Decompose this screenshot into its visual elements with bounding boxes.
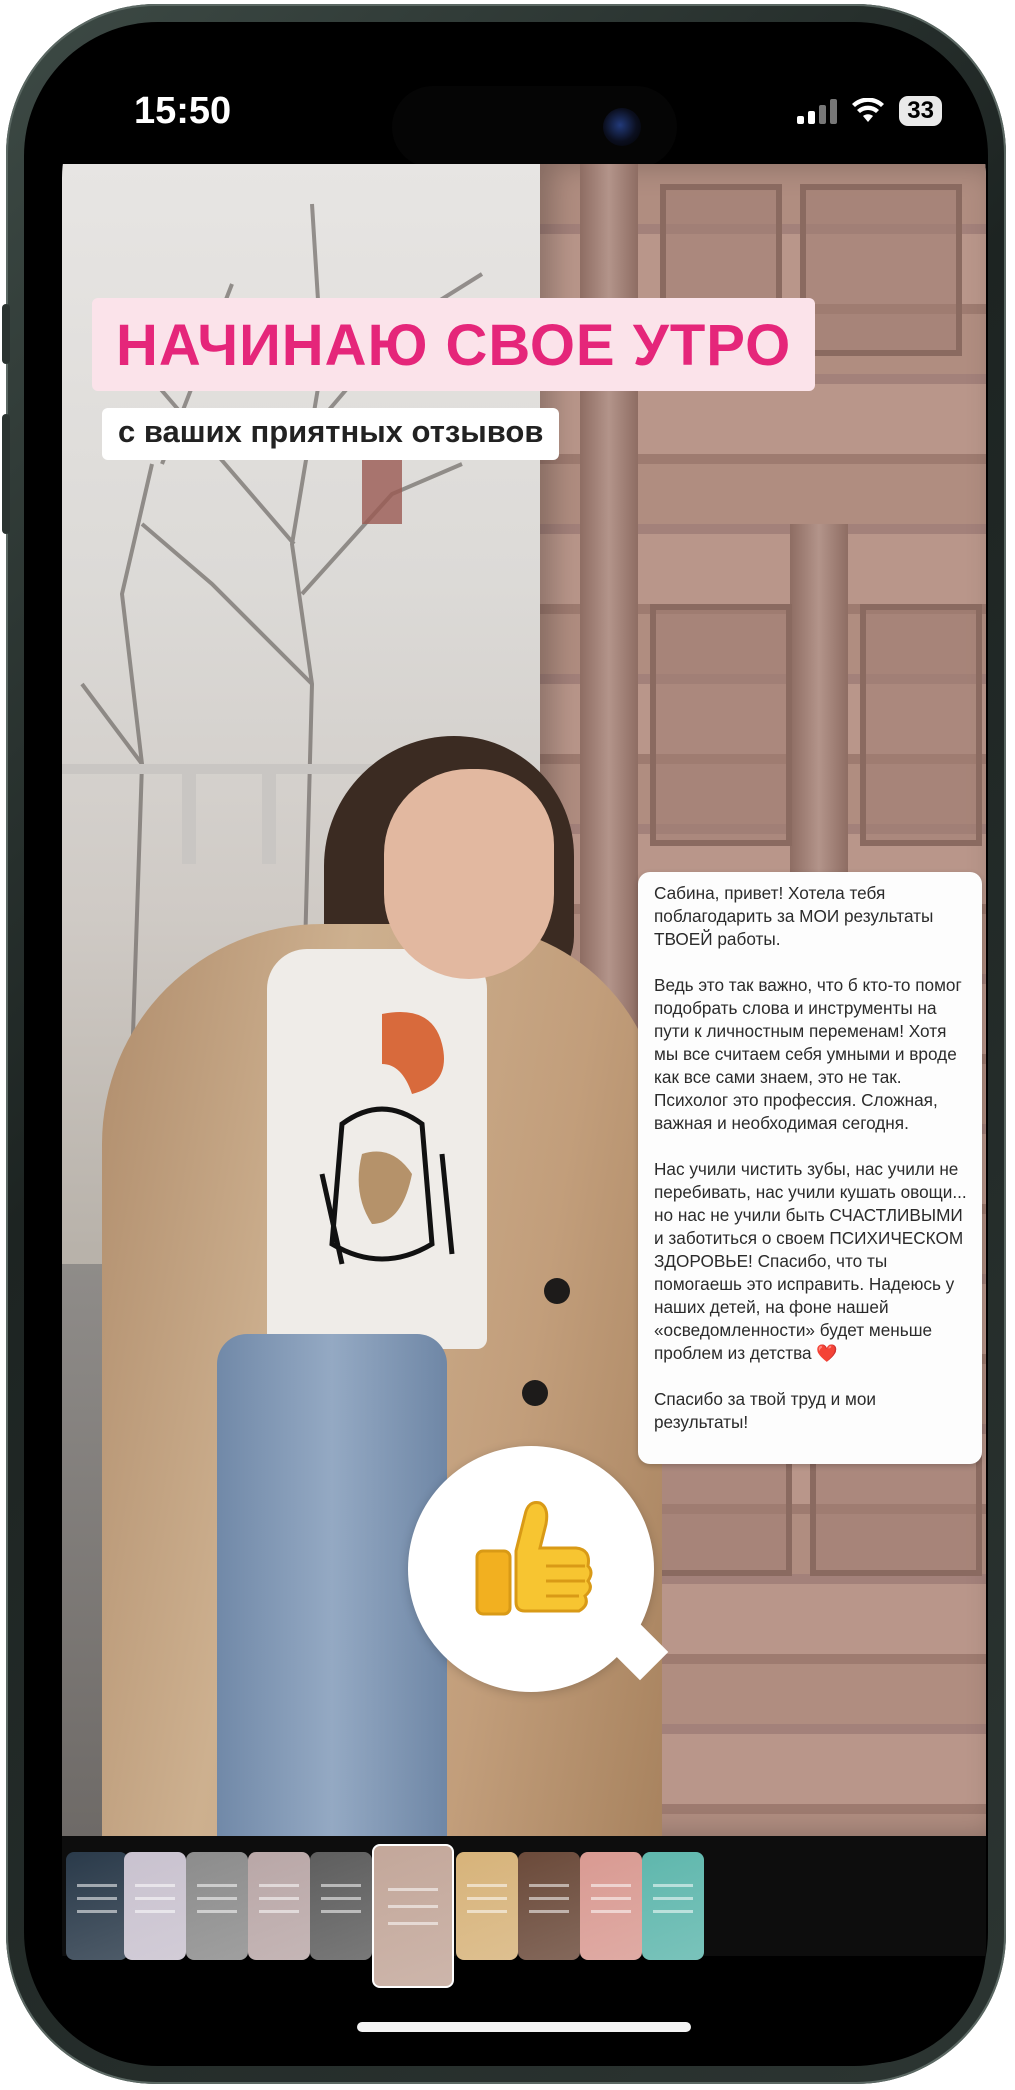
- heart-icon: ❤️: [816, 1343, 838, 1363]
- message-paragraph: Спасибо за твой труд и мои результаты!: [654, 1389, 877, 1432]
- phone-bezel: [24, 22, 988, 2066]
- battery-icon: 33: [899, 96, 942, 126]
- coat-button: [544, 1278, 570, 1304]
- story-subtitle: с ваших приятных отзывов: [118, 414, 544, 449]
- fence-post: [262, 774, 276, 864]
- story-thumbnail[interactable]: [642, 1852, 704, 1960]
- home-indicator[interactable]: [357, 2022, 691, 2032]
- message-paragraph: Нас учили чистить зубы, нас учили не перебивать, нас учили кушать овощи... но нас не учили быть СЧАСТЛИВЫМИ и заботиться о своем ПСИХИЧЕСКОМ ЗДОРОВЬЕ! Спасибо, что ты помогаешь это исправить. Надеюсь у наших детей, на фоне нашей «осведомленности» будет меньше проблем из детства ❤️: [654, 1159, 967, 1363]
- story-thumbnail[interactable]: [124, 1852, 186, 1960]
- story-title-box: [92, 298, 815, 391]
- fence-post: [182, 774, 196, 864]
- status-time: 15:50: [134, 90, 232, 132]
- story-thumbnail[interactable]: [186, 1852, 248, 1960]
- mute-switch: [2, 304, 10, 364]
- story-thumbnail-active[interactable]: [372, 1844, 454, 1988]
- camera-icon: [603, 108, 641, 146]
- story-thumbnail[interactable]: [456, 1852, 518, 1960]
- story-thumbnail[interactable]: [248, 1852, 310, 1960]
- thumbs-up-icon: [456, 1488, 606, 1638]
- phone-screen: [62, 60, 986, 2064]
- message-paragraph: Сабина, привет! Хотела тебя поблагодарить за МОИ результаты ТВОЕЙ работы.: [654, 883, 934, 949]
- review-message: [638, 872, 982, 1464]
- story-title: НАЧИНАЮ СВОЕ УТРО: [116, 313, 792, 378]
- message-paragraph: Ведь это так важно, что б кто-то помог подобрать слова и инструменты на пути к личностным переменам! Хотя мы все считаем себя умными и вроде как все сами знаем, это не так. Психолог это профессия. Сложная, важная и необходимая сегодня.: [654, 975, 962, 1133]
- dynamic-island: [392, 86, 677, 168]
- status-indicators: [797, 96, 942, 126]
- reaction-sticker[interactable]: [408, 1446, 654, 1692]
- wifi-icon: [851, 98, 885, 124]
- story-subtitle-box: [102, 408, 559, 460]
- story-thumbnail[interactable]: [580, 1852, 642, 1960]
- coat-button: [522, 1380, 548, 1406]
- signal-icon: [797, 98, 837, 124]
- person-face: [384, 769, 554, 979]
- story-thumbnail[interactable]: [518, 1852, 580, 1960]
- story-thumbnail[interactable]: [310, 1852, 372, 1960]
- volume-up-button: [2, 414, 10, 534]
- story-thumbnail[interactable]: [66, 1852, 128, 1960]
- phone-frame: [6, 4, 1006, 2084]
- shirt-print: [302, 1004, 472, 1284]
